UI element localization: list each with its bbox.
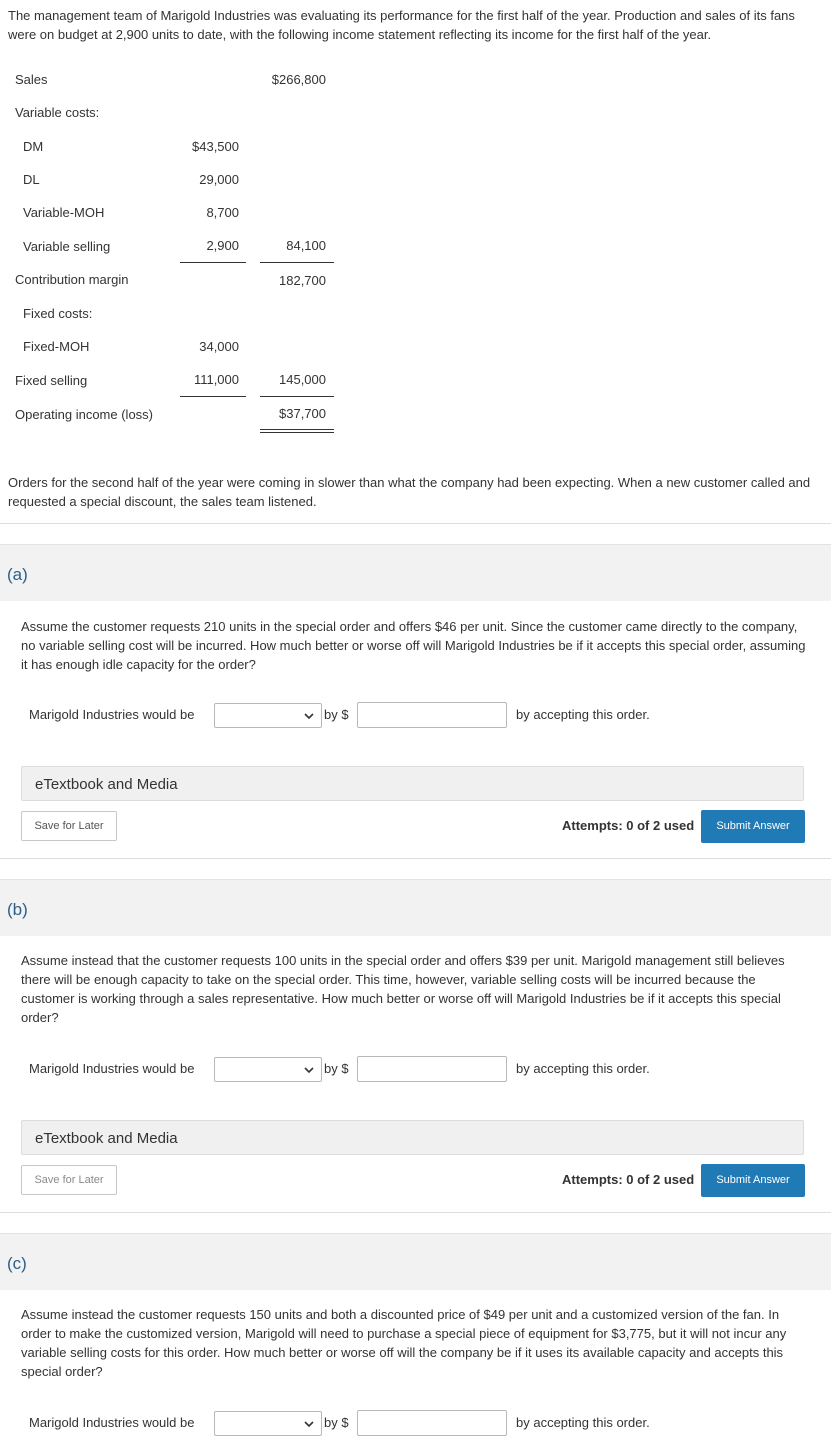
better-worse-select[interactable] xyxy=(214,1057,322,1082)
attempts-text: Attempts: 0 of 2 used xyxy=(562,818,695,833)
part-label: (b) xyxy=(7,900,28,919)
double-underline xyxy=(260,429,334,430)
submit-answer-button[interactable]: Submit Answer xyxy=(701,810,805,843)
attempts-text: Attempts: 0 of 2 used xyxy=(562,1172,695,1187)
dm-label: DM xyxy=(23,139,44,154)
save-for-later-button[interactable]: Save for Later xyxy=(21,811,117,841)
question-text: Assume instead the customer requests 150 units and both a discounted price of $49 per unit and a customized version of the fan. In order to make the customized version, Marigold will need to purchase a special piece of equipment for $3,775, but it will not incur any variable selling costs for this order. How much better or worse off will the company be if it uses its available capacity and accepts this special order? xyxy=(21,1307,787,1379)
underline xyxy=(260,262,334,263)
vmoh-label: Variable-MOH xyxy=(23,205,105,220)
better-worse-select[interactable] xyxy=(214,703,322,728)
part-header xyxy=(0,544,831,601)
save-for-later-button[interactable]: Save for Later xyxy=(21,1165,117,1195)
etextbook-media-button[interactable] xyxy=(21,1120,804,1155)
fmoh-value: 34,000 xyxy=(199,339,239,354)
vselling-label: Variable selling xyxy=(23,239,111,254)
dl-value: 29,000 xyxy=(199,172,239,187)
answer-suffix: by accepting this order. xyxy=(516,1415,650,1430)
fixed-costs-label: Fixed costs: xyxy=(23,306,93,321)
dl-label: DL xyxy=(23,172,40,187)
by-dollar-label: by $ xyxy=(324,707,349,722)
fixed-total: 145,000 xyxy=(279,372,326,387)
part-header xyxy=(0,879,831,936)
submit-answer-button[interactable]: Submit Answer xyxy=(701,1164,805,1197)
answer-prefix: Marigold Industries would be xyxy=(29,1415,195,1430)
etextbook-label: eTextbook and Media xyxy=(35,1130,178,1147)
fselling-value: 111,000 xyxy=(193,372,239,387)
fselling-label: Fixed selling xyxy=(15,373,88,388)
better-worse-select[interactable] xyxy=(214,1411,322,1436)
underline xyxy=(260,396,334,397)
divider xyxy=(0,523,831,524)
amount-input[interactable] xyxy=(357,702,507,728)
amount-input[interactable] xyxy=(357,1410,507,1436)
answer-prefix: Marigold Industries would be xyxy=(29,1061,195,1076)
part-label: (c) xyxy=(7,1254,27,1273)
chevron-down-icon xyxy=(303,1418,315,1430)
cm-label: Contribution margin xyxy=(15,272,129,287)
sales-value: $266,800 xyxy=(271,72,326,87)
etextbook-label: eTextbook and Media xyxy=(35,776,178,793)
underline xyxy=(180,396,246,397)
oi-value: $37,700 xyxy=(279,406,326,421)
by-dollar-label: by $ xyxy=(324,1061,349,1076)
fmoh-label: Fixed-MOH xyxy=(23,339,90,354)
answer-prefix: Marigold Industries would be xyxy=(29,707,195,722)
intro-text: The management team of Marigold Industries was evaluating its performance for the first half of the year. Production and sales of its fans were on budget at 2,900 units to date, with the following income statement reflecting its income for the first half of the year. xyxy=(8,8,795,42)
vselling-value: 2,900 xyxy=(206,238,239,253)
divider xyxy=(0,858,831,859)
sales-label: Sales xyxy=(15,72,48,87)
divider xyxy=(0,1212,831,1213)
part-header xyxy=(0,1233,831,1290)
answer-suffix: by accepting this order. xyxy=(516,707,650,722)
part-label: (a) xyxy=(7,565,28,584)
answer-suffix: by accepting this order. xyxy=(516,1061,650,1076)
etextbook-media-button[interactable] xyxy=(21,766,804,801)
variable-costs-label: Variable costs: xyxy=(15,105,100,120)
dm-value: $43,500 xyxy=(192,139,239,154)
cm-value: 182,700 xyxy=(279,273,326,288)
variable-total: 84,100 xyxy=(286,238,326,253)
question-text: Assume instead that the customer requests 100 units in the special order and offers $39 per unit. Marigold management still believes there will be enough capacity to take on the special order. This time, however, variable selling costs will be incurred because the customer is working through a sales representative. How much better or worse off will Marigold Industries be if it accepts this special order? xyxy=(21,953,785,1025)
chevron-down-icon xyxy=(303,1064,315,1076)
question-text: Assume the customer requests 210 units in the special order and offers $46 per unit. Since the customer came directly to the company, no variable selling cost will be incurred. How much better or worse off will Marigold Industries be if it accepts this special order, assuming it has enough idle capacity for the order? xyxy=(21,619,806,672)
vmoh-value: 8,700 xyxy=(206,205,239,220)
chevron-down-icon xyxy=(303,710,315,722)
by-dollar-label: by $ xyxy=(324,1415,349,1430)
orders-text: Orders for the second half of the year were coming in slower than what the company had been expecting. When a new customer called and requested a special discount, the sales team listened. xyxy=(8,475,811,509)
oi-label: Operating income (loss) xyxy=(15,407,153,422)
double-underline xyxy=(260,432,334,433)
amount-input[interactable] xyxy=(357,1056,507,1082)
underline xyxy=(180,262,246,263)
